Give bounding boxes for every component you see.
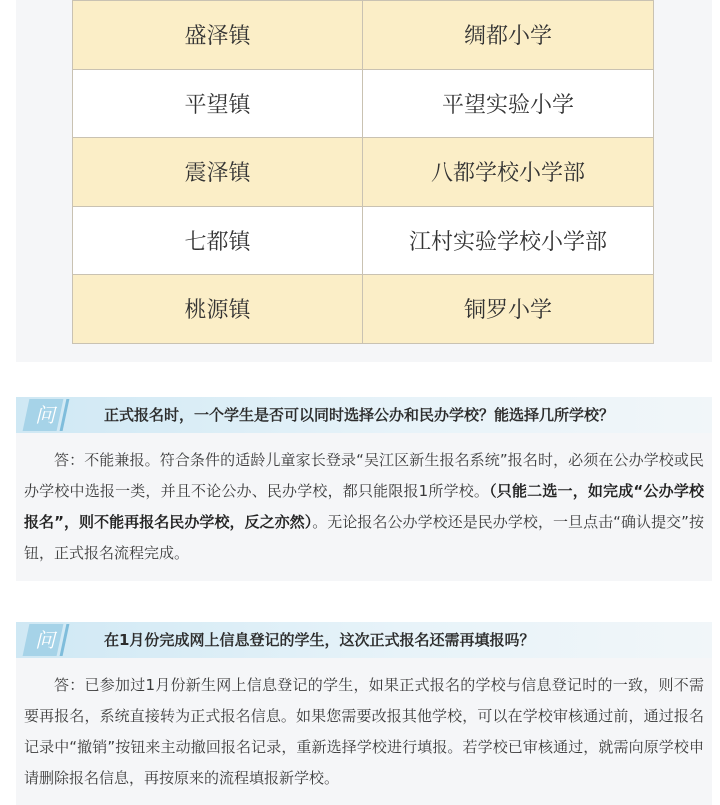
town-cell: 盛泽镇 — [73, 1, 363, 70]
town-cell: 平望镇 — [73, 69, 363, 138]
question-badge-icon: 问 — [26, 399, 68, 431]
question-bar — [16, 622, 712, 658]
question-badge-icon: 问 — [26, 624, 68, 656]
table-row — [73, 1, 654, 70]
town-cell: 桃源镇 — [73, 275, 363, 344]
town-cell: 七都镇 — [73, 206, 363, 275]
answer-part: 答：不能兼报。符合条件的适龄儿童家长登录“吴江区新生报名系统”报名时，必须在公办学校或民办学校中选报一类，并且不论公办、民办学校，都只能限报1所学校。 — [24, 451, 704, 500]
table-row — [73, 275, 654, 344]
answer-part: 答：已参加过1月份新生网上信息登记的学生，如果正式报名的学校与信息登记时的一致，则不需要再报名，系统直接转为正式报名信息。如果您需要改报其他学校，可以在学校审核通过前，通过报名记录中“撤销”按钮来主动撤回报名记录，重新选择学校进行填报。若学校已审核通过，就需向原学校申请删除报名信息，再按原来的流程填报新学校。 — [24, 676, 704, 787]
answer-text — [24, 445, 704, 569]
school-table — [72, 0, 654, 344]
question-text: 在1月份完成网上信息登记的学生，这次正式报名还需再填报吗？ — [104, 631, 535, 649]
question-text: 正式报名时，一个学生是否可以同时选择公办和民办学校？能选择几所学校？ — [104, 406, 615, 424]
table-row — [73, 69, 654, 138]
qa-block-2 — [16, 622, 712, 805]
school-table-panel — [16, 0, 712, 362]
table-row — [73, 206, 654, 275]
school-cell: 江村实验学校小学部 — [363, 206, 654, 275]
answer-part: 。无论报名公办学校还是民办学校，一旦点击“确认提交”按钮，正式报名流程完成。 — [24, 513, 704, 562]
school-cell: 平望实验小学 — [363, 69, 654, 138]
answer-emphasis: （只能二选一，如完成“公办学校报名”，则不能再报名民办学校，反之亦然） — [24, 482, 704, 531]
school-cell: 铜罗小学 — [363, 275, 654, 344]
question-bar — [16, 397, 712, 433]
qa-block-1 — [16, 397, 712, 581]
answer-text — [24, 670, 704, 794]
school-cell: 八都学校小学部 — [363, 138, 654, 207]
town-cell: 震泽镇 — [73, 138, 363, 207]
school-cell: 绸都小学 — [363, 1, 654, 70]
table-row — [73, 138, 654, 207]
